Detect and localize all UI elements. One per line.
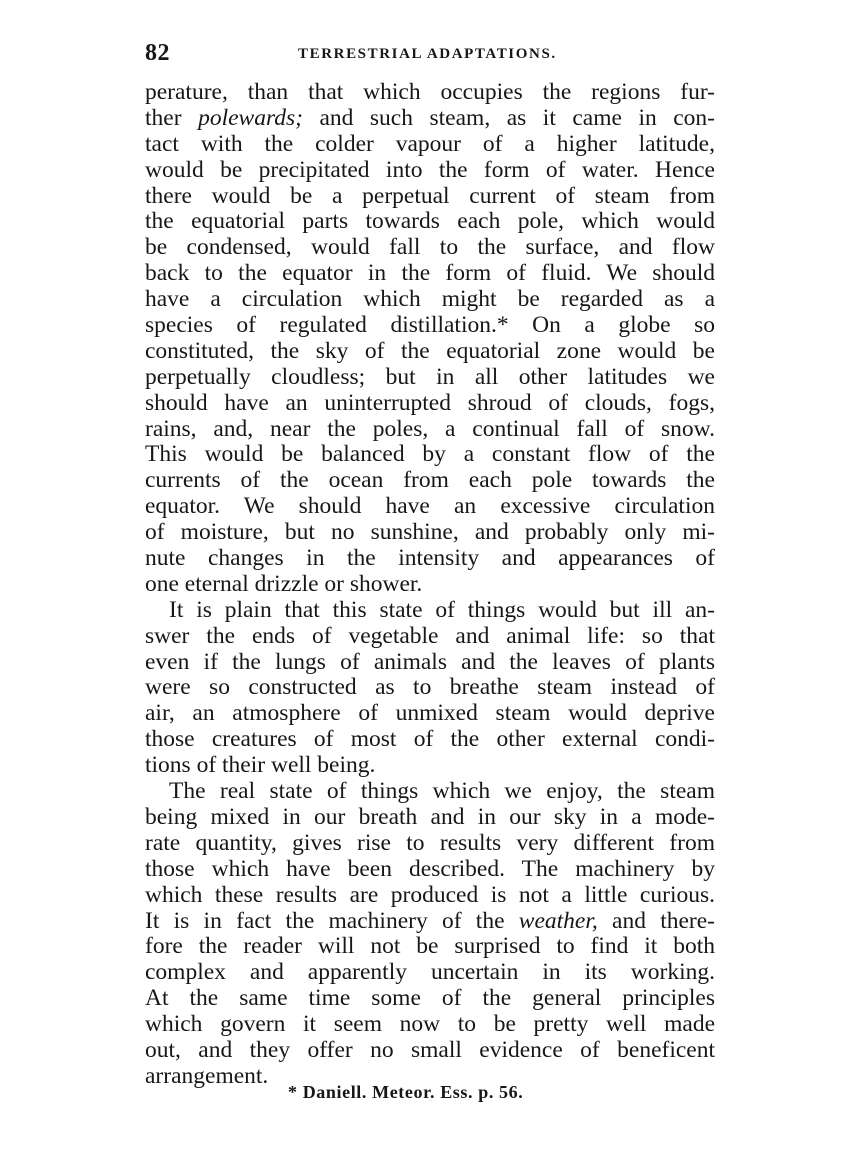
text-line: have a circulation which might be regarded as a [145, 286, 715, 313]
running-title: TERRESTRIAL ADAPTATIONS. [298, 46, 557, 62]
text-line: perpetually cloudless; but in all other latitudes we [145, 363, 715, 390]
text-line: be condensed, would fall to the surface, and flow [145, 234, 715, 261]
text-line: tact with the colder vapour of a higher latitude, [145, 130, 715, 157]
text-line: tions of their well being. [145, 752, 376, 779]
text-line: there would be a perpetual current of steam from [145, 182, 715, 209]
text-line: currents of the ocean from each pole towards the [145, 467, 715, 494]
text-line: out, and they offer no small evidence of beneficent [145, 1036, 715, 1063]
text-line: which these results are produced is not a little curious. [145, 881, 715, 908]
text-line: should have an uninterrupted shroud of clouds, fogs, [145, 389, 715, 416]
text-line: complex and apparently uncertain in its working. [145, 959, 715, 986]
text-line: even if the lungs of animals and the leaves of plants [145, 648, 715, 675]
text-line: fore the reader will not be surprised to find it both [145, 933, 715, 960]
text-line: were so constructed as to breathe steam instead of [145, 674, 715, 701]
text-line: would be precipitated into the form of water. Hence [145, 156, 715, 183]
text-line: nute changes in the intensity and appearances of [145, 545, 715, 572]
text-line: which govern it seem now to be pretty well made [145, 1011, 715, 1038]
text-line: those which have been described. The machinery by [145, 855, 715, 882]
text-line: constituted, the sky of the equatorial zone would be [145, 337, 715, 364]
text-line: It is plain that this state of things would but ill an- [169, 596, 715, 623]
text-line: At the same time some of the general principles [145, 985, 715, 1012]
text-line: arrangement. [145, 1062, 269, 1089]
text-line: air, an atmosphere of unmixed steam would deprive [145, 700, 715, 727]
text-line: perature, than that which occupies the regions fur- [145, 79, 715, 105]
text-line: species of regulated distillation.* On a globe so [145, 312, 715, 339]
italic-word: weather, [518, 907, 598, 934]
text-line: those creatures of most of the other external condi- [145, 726, 715, 753]
text-line: rains, and, near the poles, a continual fall of snow. [145, 415, 715, 442]
running-head [145, 40, 715, 74]
page-number: 82 [145, 40, 170, 66]
text-line: It is in fact the machinery of the weather, and there- [145, 907, 715, 934]
italic-word: polewards; [198, 104, 303, 131]
text-line: ther polewards; and such steam, as it came in con- [145, 104, 715, 131]
text-line: This would be balanced by a constant flow of the [145, 441, 715, 468]
footnote: * Daniell. Meteor. Ess. p. 56. [288, 1082, 524, 1102]
text-line: The real state of things which we enjoy, the steam [169, 778, 715, 805]
text-line: one eternal drizzle or shower. [145, 570, 423, 597]
text-line: of moisture, but no sunshine, and probably only mi- [145, 519, 715, 546]
text-line: back to the equator in the form of fluid. We should [145, 260, 715, 287]
text-line: being mixed in our breath and in our sky in a mode- [145, 803, 715, 830]
text-line: equator. We should have an excessive circulation [145, 493, 715, 520]
text-line: rate quantity, gives rise to results very different from [145, 829, 715, 856]
text-line: the equatorial parts towards each pole, which would [145, 208, 715, 235]
text-line: swer the ends of vegetable and animal life: so that [145, 622, 715, 649]
body-text [145, 80, 715, 1090]
